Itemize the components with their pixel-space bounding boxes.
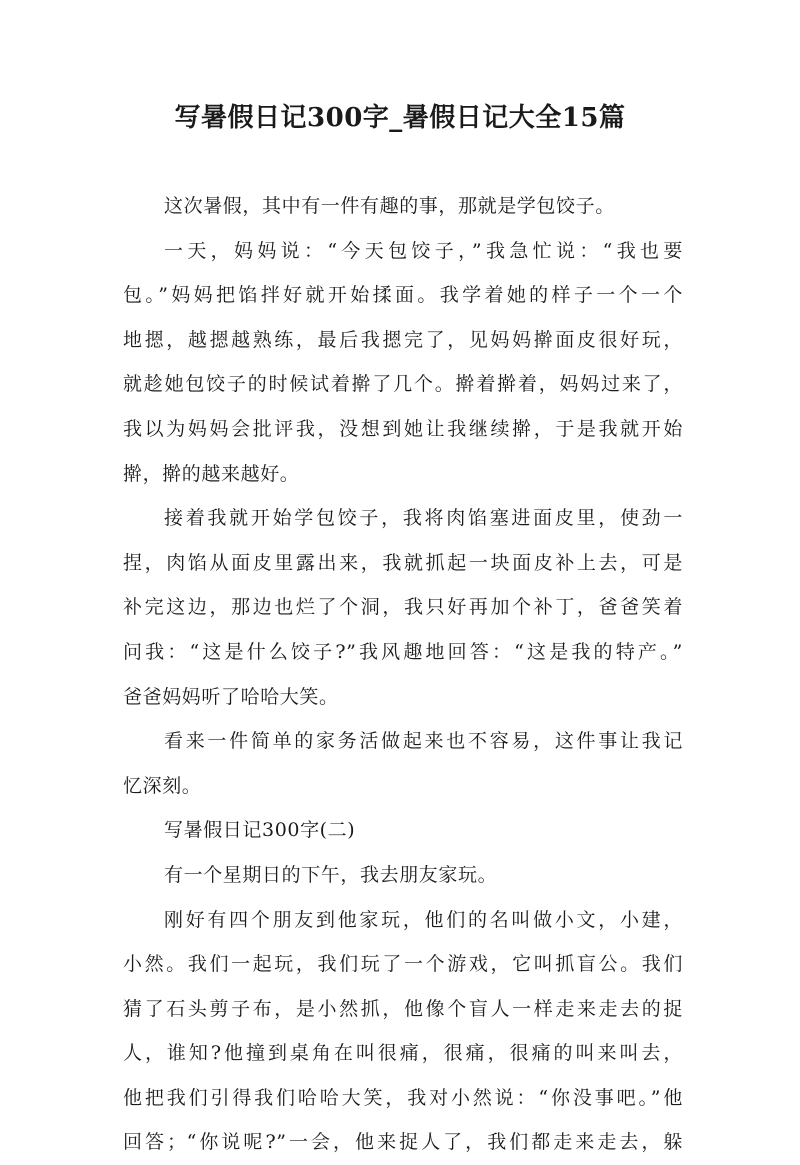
section-heading: 写暑假日记300字(二)	[164, 819, 356, 842]
paragraph-line: 地摁，越摁越熟练，最后我摁完了，见妈妈擀面皮很好玩，	[123, 328, 683, 351]
paragraph-line: 小然。我们一起玩，我们玩了一个游戏，它叫抓盲公。我们	[123, 953, 683, 976]
paragraph-line: 爸爸妈妈听了哈哈大笑。	[123, 685, 339, 708]
paragraph-line: 问我：“这是什么饺子?”我风趣地回答：“这是我的特产。”	[123, 640, 683, 663]
paragraph-line: 忆深刻。	[123, 774, 202, 797]
paragraph-line: 猜了石头剪子布，是小然抓，他像个盲人一样走来走去的捉	[123, 997, 683, 1020]
paragraph-line: 就趁她包饺子的时候试着擀了几个。擀着擀着，妈妈过来了，	[123, 373, 683, 396]
paragraph-line: 补完这边，那边也烂了个洞，我只好再加个补丁，爸爸笑着	[123, 596, 683, 619]
document-title: 写暑假日记300字_暑假日记大全15篇	[174, 103, 626, 133]
paragraph-line: 一天，妈妈说：“今天包饺子，”我急忙说：“我也要	[164, 239, 683, 262]
paragraph-line: 回答；“你说呢?”一会，他来捉人了，我们都走来走去，躲	[123, 1131, 683, 1154]
paragraph-line: 有一个星期日的下午，我去朋友家玩。	[164, 863, 498, 886]
paragraph-line: 人，谁知?他撞到桌角在叫很痛，很痛，很痛的叫来叫去，	[123, 1042, 683, 1065]
paragraph-line: 包。”妈妈把馅拌好就开始揉面。我学着她的样子一个一个	[123, 284, 683, 307]
paragraph-line: 捏，肉馅从面皮里露出来，我就抓起一块面皮补上去，可是	[123, 551, 683, 574]
paragraph-line: 这次暑假，其中有一件有趣的事，那就是学包饺子。	[164, 195, 615, 217]
document-body	[123, 184, 683, 1165]
paragraph-line: 看来一件简单的家务活做起来也不容易，这件事让我记	[164, 730, 683, 753]
paragraph-line: 擀，擀的越来越好。	[123, 462, 300, 485]
paragraph-line: 他把我们引得我们哈哈大笑，我对小然说：“你没事吧。”他	[123, 1086, 683, 1109]
paragraph-line: 刚好有四个朋友到他家玩，他们的名叫做小文，小建，	[164, 908, 683, 931]
paragraph-line: 我以为妈妈会批评我，没想到她让我继续擀，于是我就开始	[123, 417, 683, 440]
paragraph-line: 接着我就开始学包饺子，我将肉馅塞进面皮里，使劲一	[164, 507, 683, 530]
